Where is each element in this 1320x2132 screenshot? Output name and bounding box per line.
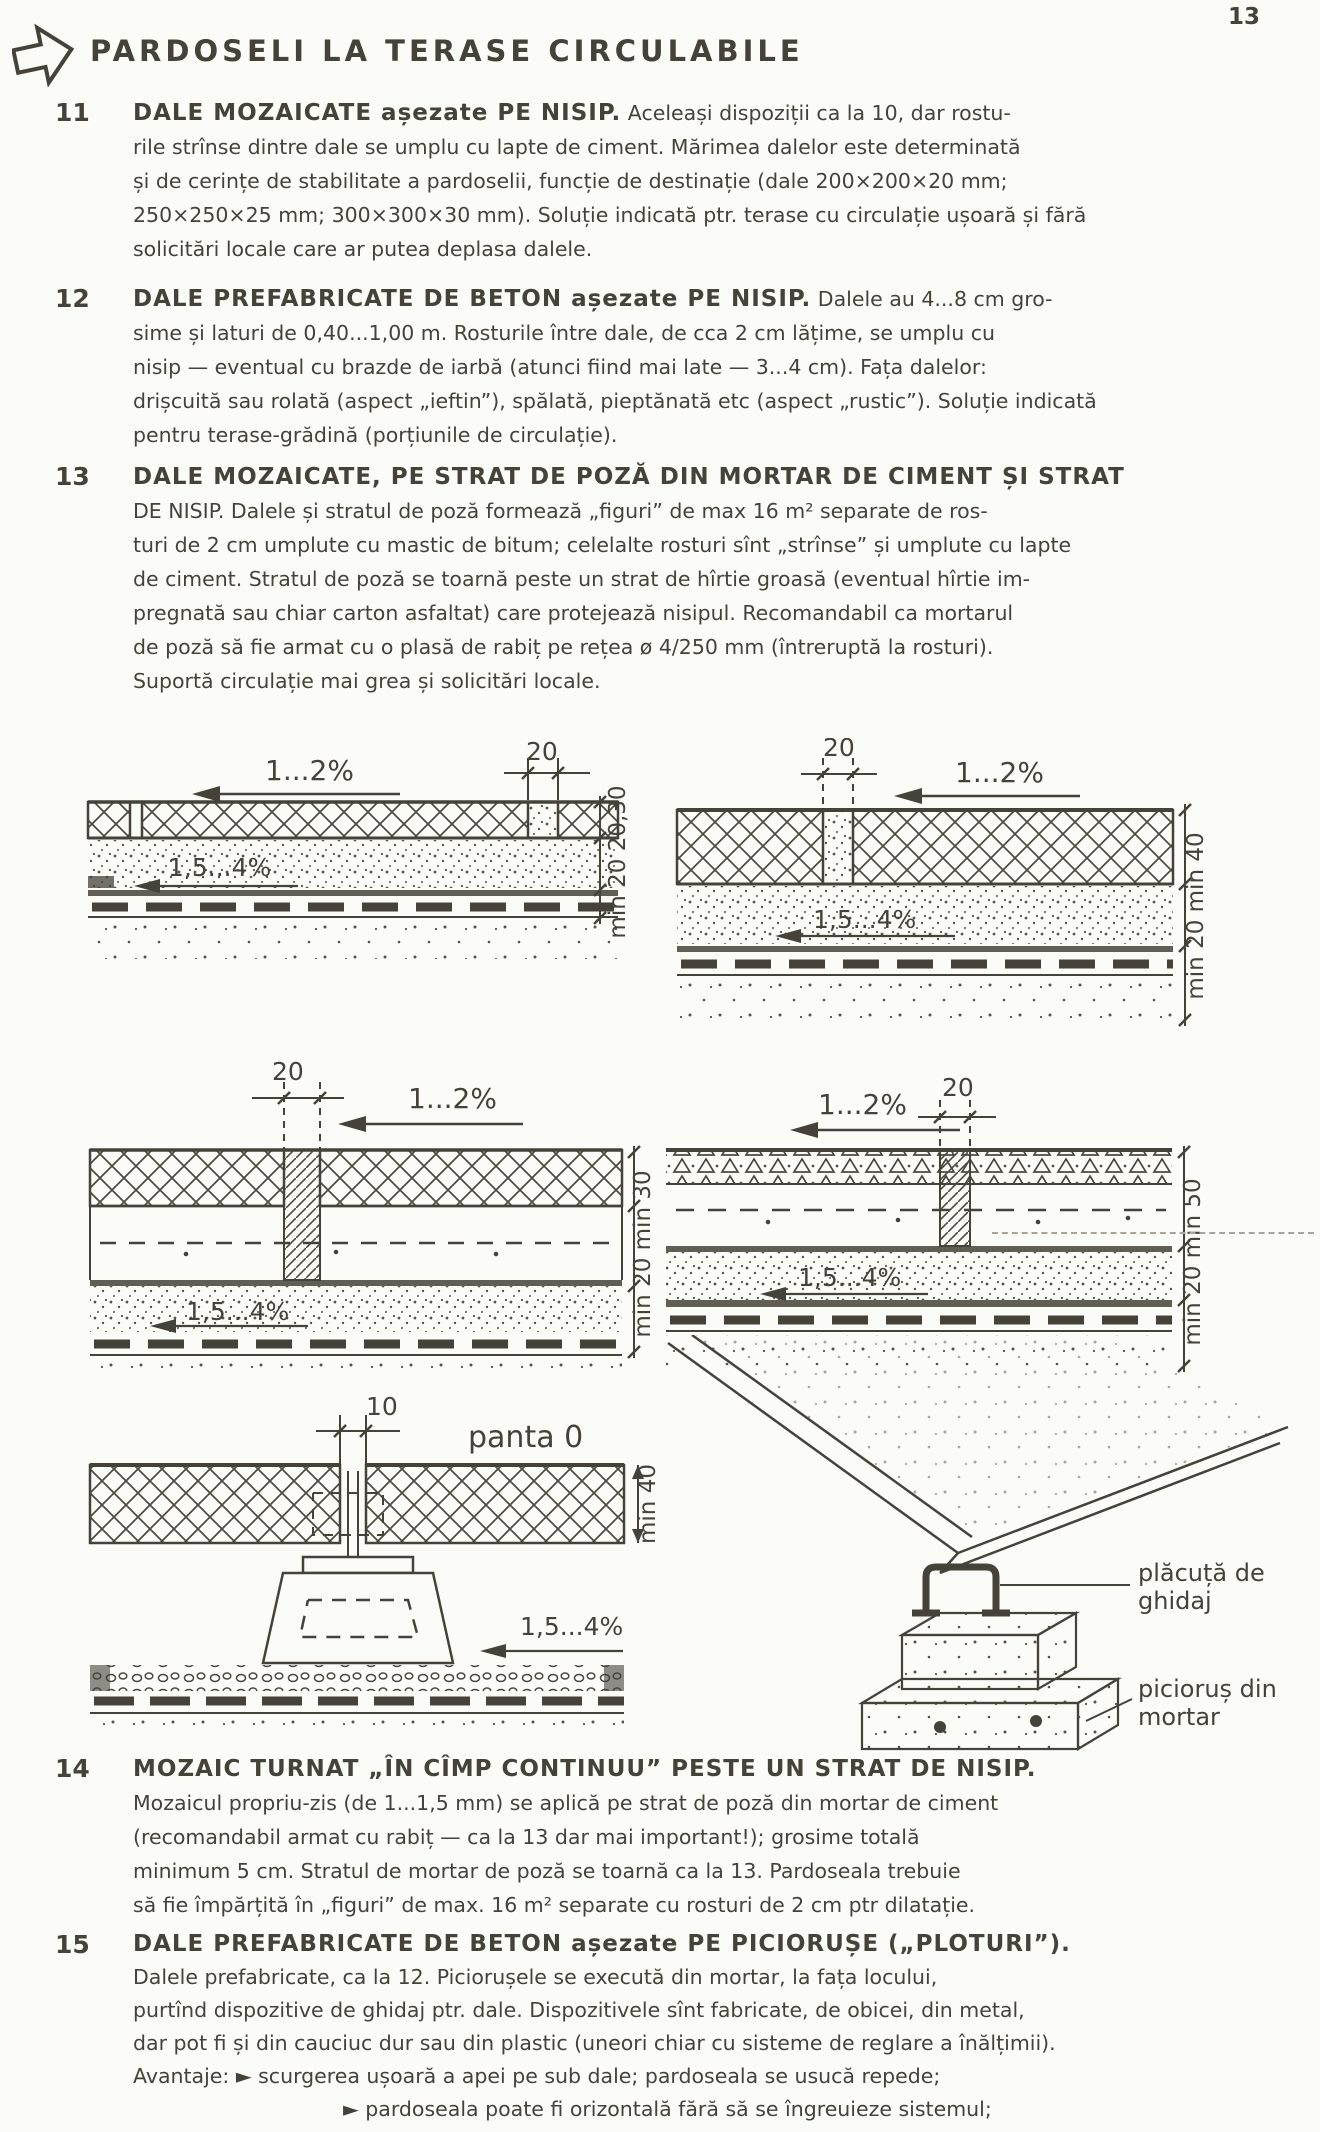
svg-text:1,5...4%: 1,5...4% <box>798 1263 902 1292</box>
slab-layer <box>88 802 618 838</box>
section-text: Suportă circulație mai grea și solicitări locale. <box>133 669 601 693</box>
concrete-layer <box>677 979 1173 1023</box>
section-heading: DALE MOZAICATE așezate PE NISIP. <box>133 100 622 126</box>
slope-arrow <box>192 754 400 802</box>
sand-layer <box>677 886 1173 944</box>
section-15 <box>55 1928 1295 2126</box>
right-dimension <box>1179 804 1209 1026</box>
section-text: minimum 5 cm. Stratul de mortar de poză se toarnă ca la 13. Pardoseala trebuie <box>133 1859 961 1883</box>
section-text: Mozaicul propriu-zis (de 1...1,5 mm) se aplică pe strat de poză din mortar de ciment <box>133 1791 999 1815</box>
slope-arrow <box>790 1088 960 1138</box>
svg-text:10: 10 <box>366 1392 398 1421</box>
section-12 <box>55 282 1295 452</box>
mortar-foot <box>862 1613 1118 1749</box>
section-text: Dalele prefabricate, ca la 12. Piciorușele se execută din mortar, la fața locului, <box>133 1965 938 1989</box>
svg-text:ghidaj: ghidaj <box>1138 1587 1212 1615</box>
diagram-dale-pe-nisip <box>80 740 640 1045</box>
arrow-icon <box>12 22 78 94</box>
section-number: 13 <box>55 462 90 491</box>
joint-dimension <box>252 1058 344 1150</box>
section-heading: DALE PREFABRICATE DE BETON așezate PE PICIORUȘE („PLOTURI”). <box>133 1931 1071 1957</box>
membrane-layer <box>666 1300 1172 1331</box>
svg-text:20: 20 <box>272 1058 304 1086</box>
section-text: Aceleași dispoziții ca la 10, dar rostu- <box>627 101 1011 125</box>
section-heading: DALE PREFABRICATE DE BETON așezate PE NISIP. <box>133 286 812 312</box>
slope-arrow <box>480 1612 623 1658</box>
svg-text:min 20 min 40: min 20 min 40 <box>1183 832 1209 1000</box>
section-text: rile strînse dintre dale se umplu cu lapte de ciment. Mărimea dalelor este determinată <box>133 135 1021 159</box>
gravel-layer <box>90 1665 624 1691</box>
section-text: și de cerințe de stabilitate a pardoselii, funcție de destinație (dale 200×200×20 mm; <box>133 169 1008 193</box>
slope-arrow <box>894 756 1080 804</box>
svg-text:min 20 20,30: min 20 20,30 <box>605 785 631 939</box>
section-text: 250×250×25 mm; 300×300×30 mm). Soluție indicată ptr. terase cu circulație ușoară și fără <box>133 203 1087 227</box>
slab-corner <box>668 1335 1288 1573</box>
section-text: drișcuită sau rolată (aspect „ieftin”), spălată, pieptănată etc (aspect „rustic”). Soluție indicată <box>133 389 1097 413</box>
section-number: 11 <box>55 98 90 127</box>
concrete-layer <box>88 921 618 959</box>
membrane-layer <box>88 890 618 917</box>
section-number: 14 <box>55 1754 90 1783</box>
svg-text:1,5...4%: 1,5...4% <box>813 905 917 934</box>
paper-layer <box>666 1246 1172 1252</box>
callout-guide-plate <box>1000 1559 1265 1615</box>
joint-dimension <box>918 1073 996 1150</box>
section-14 <box>55 1752 1295 1922</box>
slope-arrow <box>338 1082 523 1132</box>
sand-layer <box>666 1252 1172 1301</box>
diagram-dale-pe-mortar <box>76 1058 656 1370</box>
section-11 <box>55 96 1295 266</box>
section-13 <box>55 460 1295 698</box>
svg-text:min 20 min 30: min 20 min 30 <box>630 1170 656 1338</box>
slab-layer <box>90 1150 622 1206</box>
section-text: să fie împărțită în „figuri” de max. 16 m² separate cu rosturi de 2 cm ptr dilatație. <box>133 1893 976 1917</box>
section-text: Avantaje: ► scurgerea ușoară a apei pe sub dale; pardoseala se usucă repede; <box>133 2064 941 2088</box>
mosaic-layer <box>666 1150 1172 1184</box>
right-dimension <box>594 785 631 938</box>
concrete-layer <box>90 1717 624 1731</box>
concrete-layer <box>90 1358 622 1369</box>
fold-mark <box>992 1232 1314 1234</box>
section-number: 12 <box>55 284 90 313</box>
svg-text:1...2%: 1...2% <box>408 1082 497 1115</box>
joint-dimension <box>801 738 877 810</box>
svg-text:plăcuță de: plăcuță de <box>1138 1559 1265 1587</box>
page-number: 13 <box>1228 4 1261 30</box>
svg-text:picioruș din: picioruș din <box>1138 1675 1277 1703</box>
section-heading: MOZAIC TURNAT „ÎN CÎMP CONTINUU” PESTE UN STRAT DE NISIP. <box>133 1756 1037 1782</box>
slab-layer <box>677 810 1173 884</box>
svg-text:20: 20 <box>942 1073 974 1102</box>
pedestal <box>263 1557 453 1663</box>
diagram-axonometric-plot <box>640 1335 1300 1765</box>
section-text: (recomandabil armat cu rabiț — ca la 13 dar mai important!); grosime totală <box>133 1825 920 1849</box>
svg-text:20: 20 <box>526 740 558 766</box>
svg-text:min 40: min 40 <box>635 1464 661 1544</box>
svg-text:1,5...4%: 1,5...4% <box>186 1297 290 1326</box>
section-text: nisip — eventual cu brazde de iarbă (atunci fiind mai late — 3...4 cm). Fața dalelor: <box>133 355 987 379</box>
joint-dimension <box>316 1392 400 1467</box>
section-text: de poză să fie armat cu o plasă de rabiț pe rețea ø 4/250 mm (întreruptă la rosturi). <box>133 635 994 659</box>
guide-plate-clamp <box>912 1567 1010 1613</box>
page-title: PARDOSELI LA TERASE CIRCULABILE <box>90 34 804 68</box>
section-text: DE NISIP. Dalele și stratul de poză formează „figuri” de max 16 m² separate de ros- <box>133 499 988 523</box>
section-heading: DALE MOZAICATE, PE STRAT DE POZĂ DIN MORTAR DE CIMENT ȘI STRAT <box>133 464 1125 490</box>
section-text: turi de 2 cm umplute cu mastic de bitum; celelalte rosturi sînt „strînse” și umplute cu lapte <box>133 533 1072 557</box>
membrane-layer <box>677 946 1173 975</box>
sand-layer <box>90 1286 622 1333</box>
slab-layer <box>90 1465 624 1557</box>
svg-text:1...2%: 1...2% <box>955 756 1044 789</box>
membrane-layer <box>90 1701 624 1713</box>
membrane-layer <box>90 1344 622 1355</box>
svg-text:1,5...4%: 1,5...4% <box>520 1612 624 1641</box>
section-number: 15 <box>55 1930 90 1959</box>
diagram-dale-pe-picioruse <box>78 1385 663 1735</box>
section-text: de ciment. Stratul de poză se toarnă peste un strat de hîrtie groasă (eventual hîrtie im- <box>133 567 1031 591</box>
section-text: Dalele au 4...8 cm gro- <box>817 287 1053 311</box>
section-text: dar pot fi și din cauciuc dur sau din plastic (uneori chiar cu sisteme de reglare a înălțimii). <box>133 2031 1056 2055</box>
svg-text:mortar: mortar <box>1138 1703 1220 1731</box>
section-text: purtînd dispozitive de ghidaj ptr. dale. Dispozitivele sînt fabricate, de obicei, din metal, <box>133 1998 1025 2022</box>
section-text: pentru terase-grădină (porțiunile de circulație). <box>133 423 618 447</box>
panta-label: panta 0 <box>468 1420 584 1455</box>
mortar-layer <box>676 1210 1166 1224</box>
svg-text:1...2%: 1...2% <box>818 1088 907 1121</box>
section-text: sime și laturi de 0,40...1,00 m. Rosturile între dale, de cca 2 cm lățime, se umplu cu <box>133 321 996 345</box>
paper-layer <box>90 1280 622 1286</box>
svg-text:20: 20 <box>823 738 855 762</box>
section-text: solicitări locale care ar putea deplasa dalele. <box>133 237 593 261</box>
section-text: ► pardoseala poate fi orizontală fără să se îngreuieze sistemul; <box>343 2097 992 2121</box>
sand-layer <box>88 840 618 893</box>
mastic-joint <box>940 1150 970 1246</box>
svg-text:min 20 min 50: min 20 min 50 <box>1180 1178 1206 1346</box>
section-text: pregnată sau chiar carton asfaltat) care protejează nisipul. Recomandabil ca mortarul <box>133 601 1014 625</box>
svg-text:1,5...4%: 1,5...4% <box>168 853 272 882</box>
svg-text:1...2%: 1...2% <box>265 754 354 787</box>
diagram-dale-rost-nisip <box>655 738 1213 1058</box>
joint-dimension <box>504 740 590 800</box>
mastic-joint <box>284 1150 320 1280</box>
